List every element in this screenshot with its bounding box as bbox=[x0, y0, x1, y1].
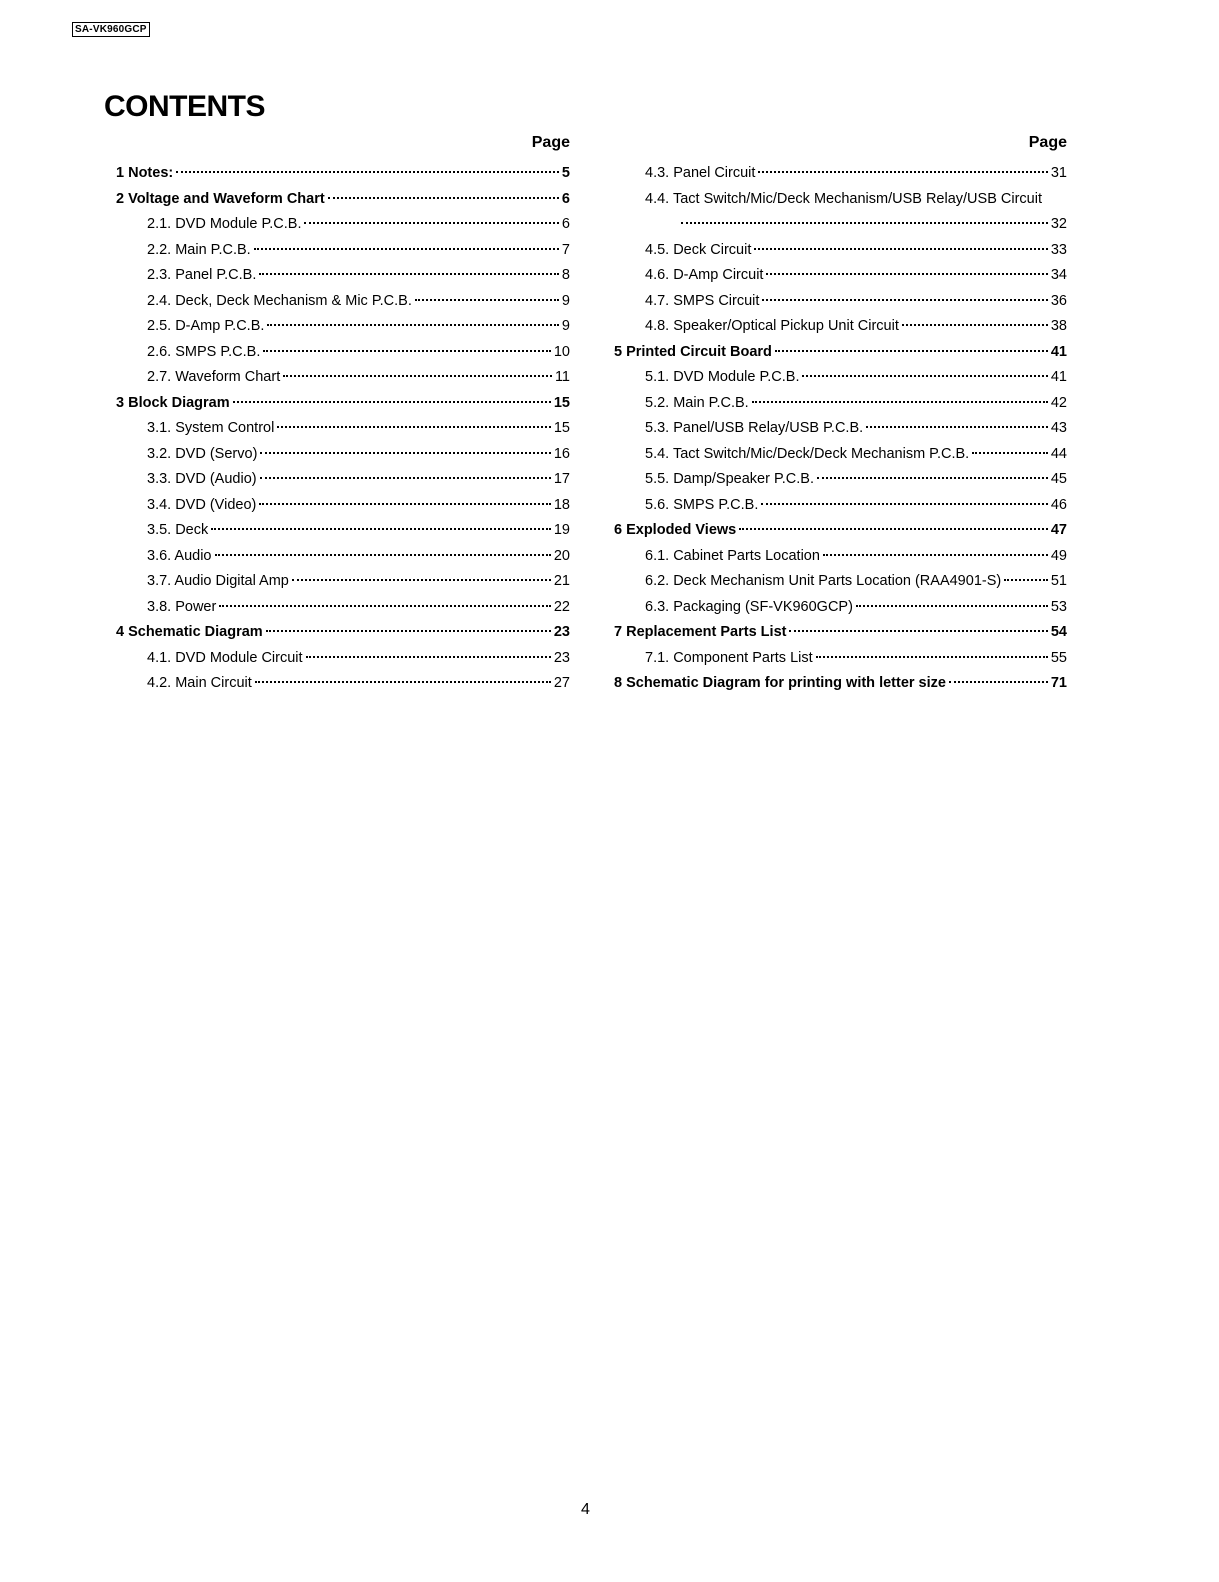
toc-entry[interactable] bbox=[116, 646, 570, 672]
toc-entry[interactable] bbox=[614, 238, 1067, 264]
toc-entry[interactable] bbox=[116, 518, 570, 544]
page-column-header: Page bbox=[531, 134, 570, 151]
toc-entry-label: 5.3. Panel/USB Relay/USB P.C.B. bbox=[645, 420, 864, 436]
toc-entry-page: 49 bbox=[1050, 547, 1067, 564]
dot-leader bbox=[817, 477, 1048, 479]
toc-entry[interactable] bbox=[614, 416, 1067, 442]
dot-leader bbox=[283, 375, 552, 377]
toc-entry-label: 2.4. Deck, Deck Mechanism & Mic P.C.B. bbox=[147, 292, 412, 309]
toc-entry-page: 19 bbox=[553, 522, 570, 538]
toc-entry-label: 5.5. Damp/Speaker P.C.B. bbox=[645, 471, 814, 487]
toc-entry[interactable] bbox=[614, 365, 1067, 391]
toc-entry-page: 7 bbox=[561, 241, 570, 258]
toc-entry-label: 3.4. DVD (Video) bbox=[147, 496, 257, 513]
toc-entry-label: 3.3. DVD (Audio) bbox=[147, 471, 257, 487]
toc-entry-label: 3.8. Power bbox=[147, 598, 217, 615]
toc-section[interactable] bbox=[116, 161, 570, 187]
dot-leader bbox=[823, 554, 1048, 556]
toc-entry-page: 36 bbox=[1050, 292, 1067, 309]
dot-leader bbox=[176, 171, 559, 173]
toc-entry-page: 53 bbox=[1050, 598, 1067, 615]
dot-leader bbox=[219, 605, 551, 607]
toc-entry-page: 41 bbox=[1050, 343, 1067, 360]
dot-leader bbox=[304, 222, 558, 224]
dot-leader bbox=[233, 401, 551, 403]
toc-entry-page: 9 bbox=[561, 292, 570, 309]
toc-entry[interactable] bbox=[116, 263, 570, 289]
toc-entry-label: 7.1. Component Parts List bbox=[645, 649, 813, 666]
toc-entry-continuation[interactable] bbox=[614, 212, 1067, 238]
toc-entry-page: 44 bbox=[1050, 445, 1067, 462]
dot-leader bbox=[758, 171, 1047, 173]
toc-entry[interactable] bbox=[614, 544, 1067, 570]
dot-leader bbox=[306, 656, 551, 658]
toc-entry-label: 2.7. Waveform Chart bbox=[147, 369, 281, 385]
toc-entry-page: 45 bbox=[1050, 471, 1067, 487]
toc-entry-label: 4.2. Main Circuit bbox=[147, 675, 252, 691]
page-title: CONTENTS bbox=[104, 90, 265, 123]
toc-entry-label: 1 Notes: bbox=[116, 165, 174, 181]
toc-entry-page: 9 bbox=[561, 318, 570, 334]
toc-entry[interactable] bbox=[116, 569, 570, 595]
toc-section[interactable] bbox=[116, 620, 570, 646]
toc-entry-label: 3.1. System Control bbox=[147, 420, 275, 436]
toc-entry[interactable] bbox=[116, 442, 570, 468]
toc-section[interactable] bbox=[614, 340, 1067, 366]
toc-entry-label: 2.6. SMPS P.C.B. bbox=[147, 343, 261, 360]
dot-leader bbox=[816, 656, 1048, 658]
toc-entry[interactable] bbox=[614, 187, 1067, 213]
toc-entry-label: 4.8. Speaker/Optical Pickup Unit Circuit bbox=[645, 318, 899, 334]
dot-leader bbox=[267, 324, 559, 326]
toc-entry-page: 42 bbox=[1050, 394, 1067, 411]
toc-entry-label: 8 Schematic Diagram for printing with letter size bbox=[614, 675, 946, 691]
toc-entry[interactable] bbox=[614, 314, 1067, 340]
toc-entry[interactable] bbox=[614, 442, 1067, 468]
toc-entry[interactable] bbox=[116, 238, 570, 264]
toc-entry-label: 5 Printed Circuit Board bbox=[614, 343, 772, 360]
toc-entry[interactable] bbox=[116, 595, 570, 621]
toc-entry[interactable] bbox=[614, 646, 1067, 672]
toc-entry-page: 54 bbox=[1050, 624, 1067, 640]
toc-entry-page: 31 bbox=[1050, 165, 1067, 181]
toc-entry-label: 2.3. Panel P.C.B. bbox=[147, 267, 257, 283]
toc-entry-label: 6.2. Deck Mechanism Unit Parts Location (RAA4901-S) bbox=[645, 573, 1002, 589]
toc-entry-page: 23 bbox=[553, 624, 570, 640]
toc-entry[interactable] bbox=[116, 314, 570, 340]
toc-entry[interactable] bbox=[116, 493, 570, 519]
dot-leader bbox=[260, 452, 550, 454]
toc-right-column bbox=[614, 131, 1067, 697]
toc-entry-page: 20 bbox=[553, 547, 570, 564]
toc-entry-label: 5.1. DVD Module P.C.B. bbox=[645, 369, 800, 385]
toc-entry-label: 7 Replacement Parts List bbox=[614, 624, 787, 640]
toc-entry-label: 4.7. SMPS Circuit bbox=[645, 292, 760, 309]
toc-entry-label: 4.1. DVD Module Circuit bbox=[147, 649, 303, 666]
toc-entry-page: 46 bbox=[1050, 496, 1067, 513]
dot-leader bbox=[681, 222, 1048, 224]
dot-leader bbox=[761, 503, 1047, 505]
toc-entry[interactable] bbox=[116, 212, 570, 238]
toc-entry[interactable] bbox=[116, 467, 570, 493]
toc-entry-page: 41 bbox=[1050, 369, 1067, 385]
dot-leader bbox=[415, 299, 559, 301]
toc-entry[interactable] bbox=[614, 595, 1067, 621]
toc-section[interactable] bbox=[614, 518, 1067, 544]
toc-entry-label: 4.3. Panel Circuit bbox=[645, 165, 756, 181]
toc-entry-page: 6 bbox=[561, 216, 570, 232]
toc-entry-label: 6.3. Packaging (SF-VK960GCP) bbox=[645, 598, 853, 615]
toc-entry-page: 32 bbox=[1050, 216, 1067, 232]
dot-leader bbox=[263, 350, 550, 352]
toc-entry-label: 5.4. Tact Switch/Mic/Deck/Deck Mechanism P.C.B. bbox=[645, 445, 970, 462]
toc-entry-page: 51 bbox=[1050, 573, 1067, 589]
dot-leader bbox=[972, 452, 1048, 454]
toc-section[interactable] bbox=[614, 671, 1067, 697]
toc-entry-label: 4 Schematic Diagram bbox=[116, 624, 263, 640]
toc-entry[interactable] bbox=[116, 340, 570, 366]
toc-entry-label: 4.5. Deck Circuit bbox=[645, 241, 752, 258]
dot-leader bbox=[259, 273, 559, 275]
toc-entry-label: 5.6. SMPS P.C.B. bbox=[645, 496, 759, 513]
dot-leader bbox=[255, 681, 551, 683]
toc-entry-label: 6 Exploded Views bbox=[614, 522, 737, 538]
toc-entry-page: 33 bbox=[1050, 241, 1067, 258]
toc-entry[interactable] bbox=[116, 671, 570, 697]
toc-entry-label: 2.2. Main P.C.B. bbox=[147, 241, 251, 258]
toc-entry-page: 6 bbox=[561, 190, 570, 207]
toc-entry-page: 21 bbox=[553, 573, 570, 589]
dot-leader bbox=[902, 324, 1048, 326]
toc-entry-label: 3.6. Audio bbox=[147, 547, 212, 564]
dot-leader bbox=[775, 350, 1048, 352]
toc-entry-page: 11 bbox=[554, 369, 570, 385]
dot-leader bbox=[328, 197, 559, 199]
toc-entry-page: 71 bbox=[1050, 675, 1067, 691]
toc-entry-page: 43 bbox=[1050, 420, 1067, 436]
toc-entry-page: 18 bbox=[553, 496, 570, 513]
toc-entry[interactable] bbox=[614, 263, 1067, 289]
toc-entry-page: 16 bbox=[553, 445, 570, 462]
toc-entry-page: 47 bbox=[1050, 522, 1067, 538]
toc-entry-page: 15 bbox=[553, 420, 570, 436]
toc-entry-label: 3.2. DVD (Servo) bbox=[147, 445, 258, 462]
dot-leader bbox=[766, 273, 1047, 275]
dot-leader bbox=[739, 528, 1048, 530]
toc-entry-page: 15 bbox=[553, 394, 570, 411]
toc-entry-page: 5 bbox=[561, 165, 570, 181]
toc-entry[interactable] bbox=[614, 493, 1067, 519]
toc-entry-label: 3.7. Audio Digital Amp bbox=[147, 573, 289, 589]
dot-leader bbox=[260, 477, 551, 479]
toc-section[interactable] bbox=[116, 391, 570, 417]
toc-entry-page: 8 bbox=[561, 267, 570, 283]
toc-entry-page: 23 bbox=[553, 649, 570, 666]
toc-entry-page: 38 bbox=[1050, 318, 1067, 334]
toc-entry-label: 4.6. D-Amp Circuit bbox=[645, 267, 764, 283]
dot-leader bbox=[292, 579, 551, 581]
toc-entry-label: 2 Voltage and Waveform Chart bbox=[116, 190, 325, 207]
toc-entry-page: 17 bbox=[553, 471, 570, 487]
toc-entry-page: 34 bbox=[1050, 267, 1067, 283]
toc-entry-label: 4.4. Tact Switch/Mic/Deck Mechanism/USB Relay/USB Circuit bbox=[645, 190, 1042, 207]
dot-leader bbox=[754, 248, 1047, 250]
dot-leader bbox=[802, 375, 1047, 377]
toc-entry-page: 10 bbox=[553, 343, 570, 360]
dot-leader bbox=[215, 554, 551, 556]
toc-entry[interactable] bbox=[614, 161, 1067, 187]
toc-entry-label: 2.5. D-Amp P.C.B. bbox=[147, 318, 265, 334]
dot-leader bbox=[752, 401, 1048, 403]
toc-section[interactable] bbox=[116, 187, 570, 213]
dot-leader bbox=[259, 503, 551, 505]
dot-leader bbox=[856, 605, 1048, 607]
dot-leader bbox=[277, 426, 551, 428]
toc-entry[interactable] bbox=[116, 365, 570, 391]
toc-right-list bbox=[614, 161, 1067, 697]
dot-leader bbox=[762, 299, 1047, 301]
dot-leader bbox=[1004, 579, 1048, 581]
toc-entry[interactable] bbox=[116, 289, 570, 315]
toc-entry-page: 55 bbox=[1050, 649, 1067, 666]
toc-entry[interactable] bbox=[116, 416, 570, 442]
toc-entry[interactable] bbox=[614, 289, 1067, 315]
toc-entry-label: 3 Block Diagram bbox=[116, 394, 230, 411]
toc-entry[interactable] bbox=[614, 391, 1067, 417]
toc-left-column bbox=[116, 131, 570, 697]
toc-entry[interactable] bbox=[116, 544, 570, 570]
dot-leader bbox=[866, 426, 1048, 428]
toc-entry-label: 6.1. Cabinet Parts Location bbox=[645, 547, 820, 564]
dot-leader bbox=[211, 528, 551, 530]
dot-leader bbox=[789, 630, 1047, 632]
toc-entry-page: 22 bbox=[553, 598, 570, 615]
page-number: 4 bbox=[581, 1501, 590, 1518]
dot-leader bbox=[949, 681, 1048, 683]
toc-entry[interactable] bbox=[614, 569, 1067, 595]
model-tag: SA-VK960GCP bbox=[72, 22, 150, 37]
dot-leader bbox=[266, 630, 551, 632]
toc-entry[interactable] bbox=[614, 467, 1067, 493]
toc-entry-label: 2.1. DVD Module P.C.B. bbox=[147, 216, 302, 232]
toc-entry-page: 27 bbox=[553, 675, 570, 691]
page-column-header: Page bbox=[1028, 134, 1067, 151]
toc-left-list bbox=[116, 161, 570, 697]
toc-section[interactable] bbox=[614, 620, 1067, 646]
toc-entry-label: 3.5. Deck bbox=[147, 522, 209, 538]
toc-entry-label: 5.2. Main P.C.B. bbox=[645, 394, 749, 411]
dot-leader bbox=[254, 248, 559, 250]
